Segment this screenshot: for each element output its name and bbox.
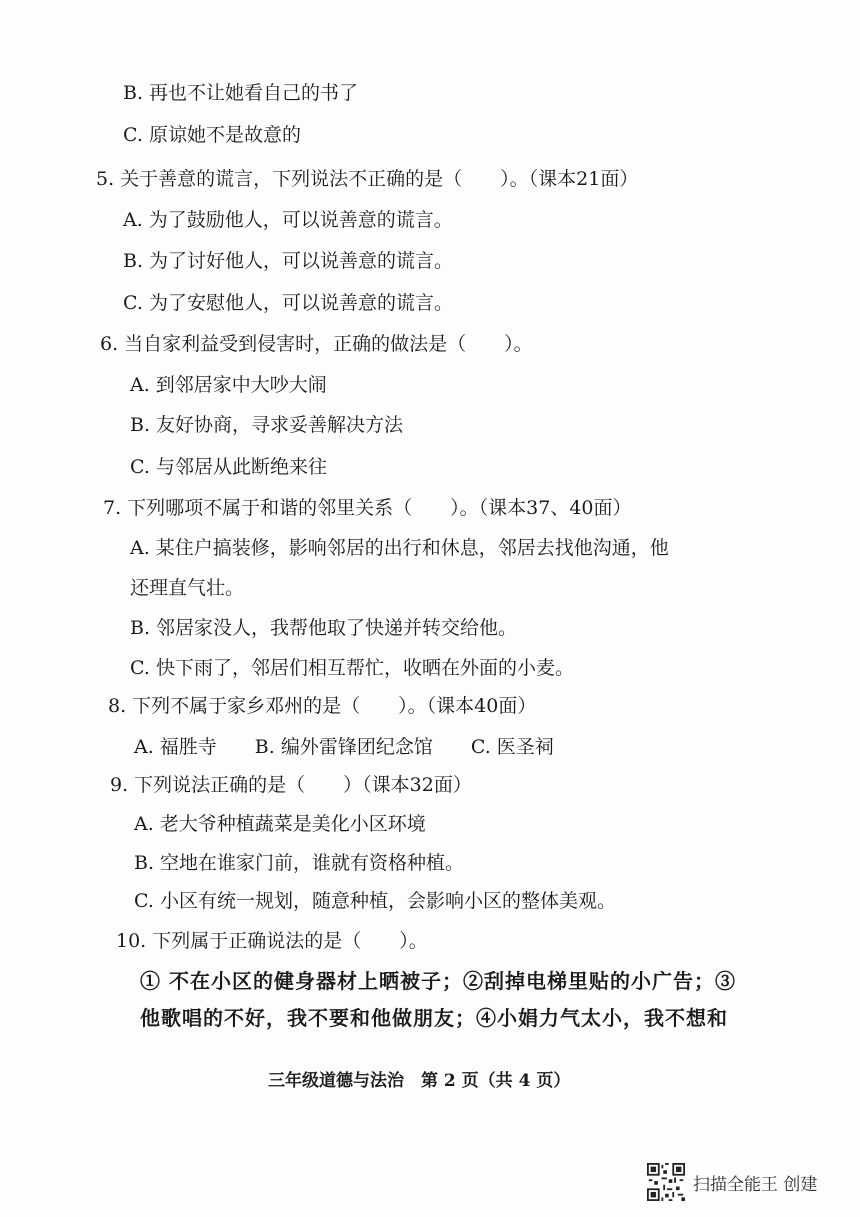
q7-option-a-cont: 还理直气壮。: [130, 577, 245, 599]
q6-option-b: B. 友好协商，寻求妥善解决方法: [130, 414, 404, 436]
question-7: 7. 下列哪项不属于和谐的邻里关系（ ）。（课本37、40面）: [103, 497, 632, 519]
page-footer: 三年级道德与法治 第 2 页（共 4 页）: [268, 1071, 571, 1091]
q10-statements-2: 他歌唱的不好，我不要和他做朋友；④小娟力气太小，我不想和: [140, 1006, 728, 1030]
question-9: 9. 下列说法正确的是（ ）（课本32面）: [110, 774, 472, 796]
qr-code-icon: [647, 1163, 685, 1201]
q4-option-b: B. 再也不让她看自己的书了: [123, 82, 359, 104]
q7-option-c: C. 快下雨了，邻居们相互帮忙，收晒在外面的小麦。: [130, 657, 574, 679]
q10-statements-1: ① 不在小区的健身器材上晒被子；②刮掉电梯里贴的小广告；③: [140, 969, 736, 993]
q9-option-a: A. 老大爷种植蔬菜是美化小区环境: [134, 813, 426, 835]
question-5: 5. 关于善意的谎言，下列说法不正确的是（ ）。（课本21面）: [96, 168, 639, 190]
q8-options: A. 福胜寺 B. 编外雷锋团纪念馆 C. 医圣祠: [134, 736, 554, 758]
question-6: 6. 当自家利益受到侵害时，正确的做法是（ ）。: [100, 333, 533, 355]
q9-option-b: B. 空地在谁家门前，谁就有资格种植。: [134, 852, 465, 874]
q6-option-a: A. 到邻居家中大吵大闹: [130, 374, 327, 396]
q7-option-a: A. 某住户搞装修，影响邻居的出行和休息，邻居去找他沟通，他: [130, 537, 669, 559]
scanner-label: 扫描全能王 创建: [693, 1174, 818, 1195]
q7-option-b: B. 邻居家没人，我帮他取了快递并转交给他。: [130, 617, 518, 639]
q9-option-c: C. 小区有统一规划，随意种植，会影响小区的整体美观。: [134, 890, 616, 912]
scanner-watermark: [647, 1163, 817, 1201]
question-8: 8. 下列不属于家乡邓州的是（ ）。（课本40面）: [108, 695, 537, 717]
question-10: 10. 下列属于正确说法的是（ ）。: [116, 930, 428, 952]
q5-option-b: B. 为了讨好他人，可以说善意的谎言。: [123, 250, 454, 272]
q5-option-a: A. 为了鼓励他人，可以说善意的谎言。: [123, 209, 453, 231]
q4-option-c: C. 原谅她不是故意的: [123, 124, 301, 146]
q6-option-c: C. 与邻居从此断绝来往: [130, 456, 327, 478]
q5-option-c: C. 为了安慰他人，可以说善意的谎言。: [123, 292, 453, 314]
